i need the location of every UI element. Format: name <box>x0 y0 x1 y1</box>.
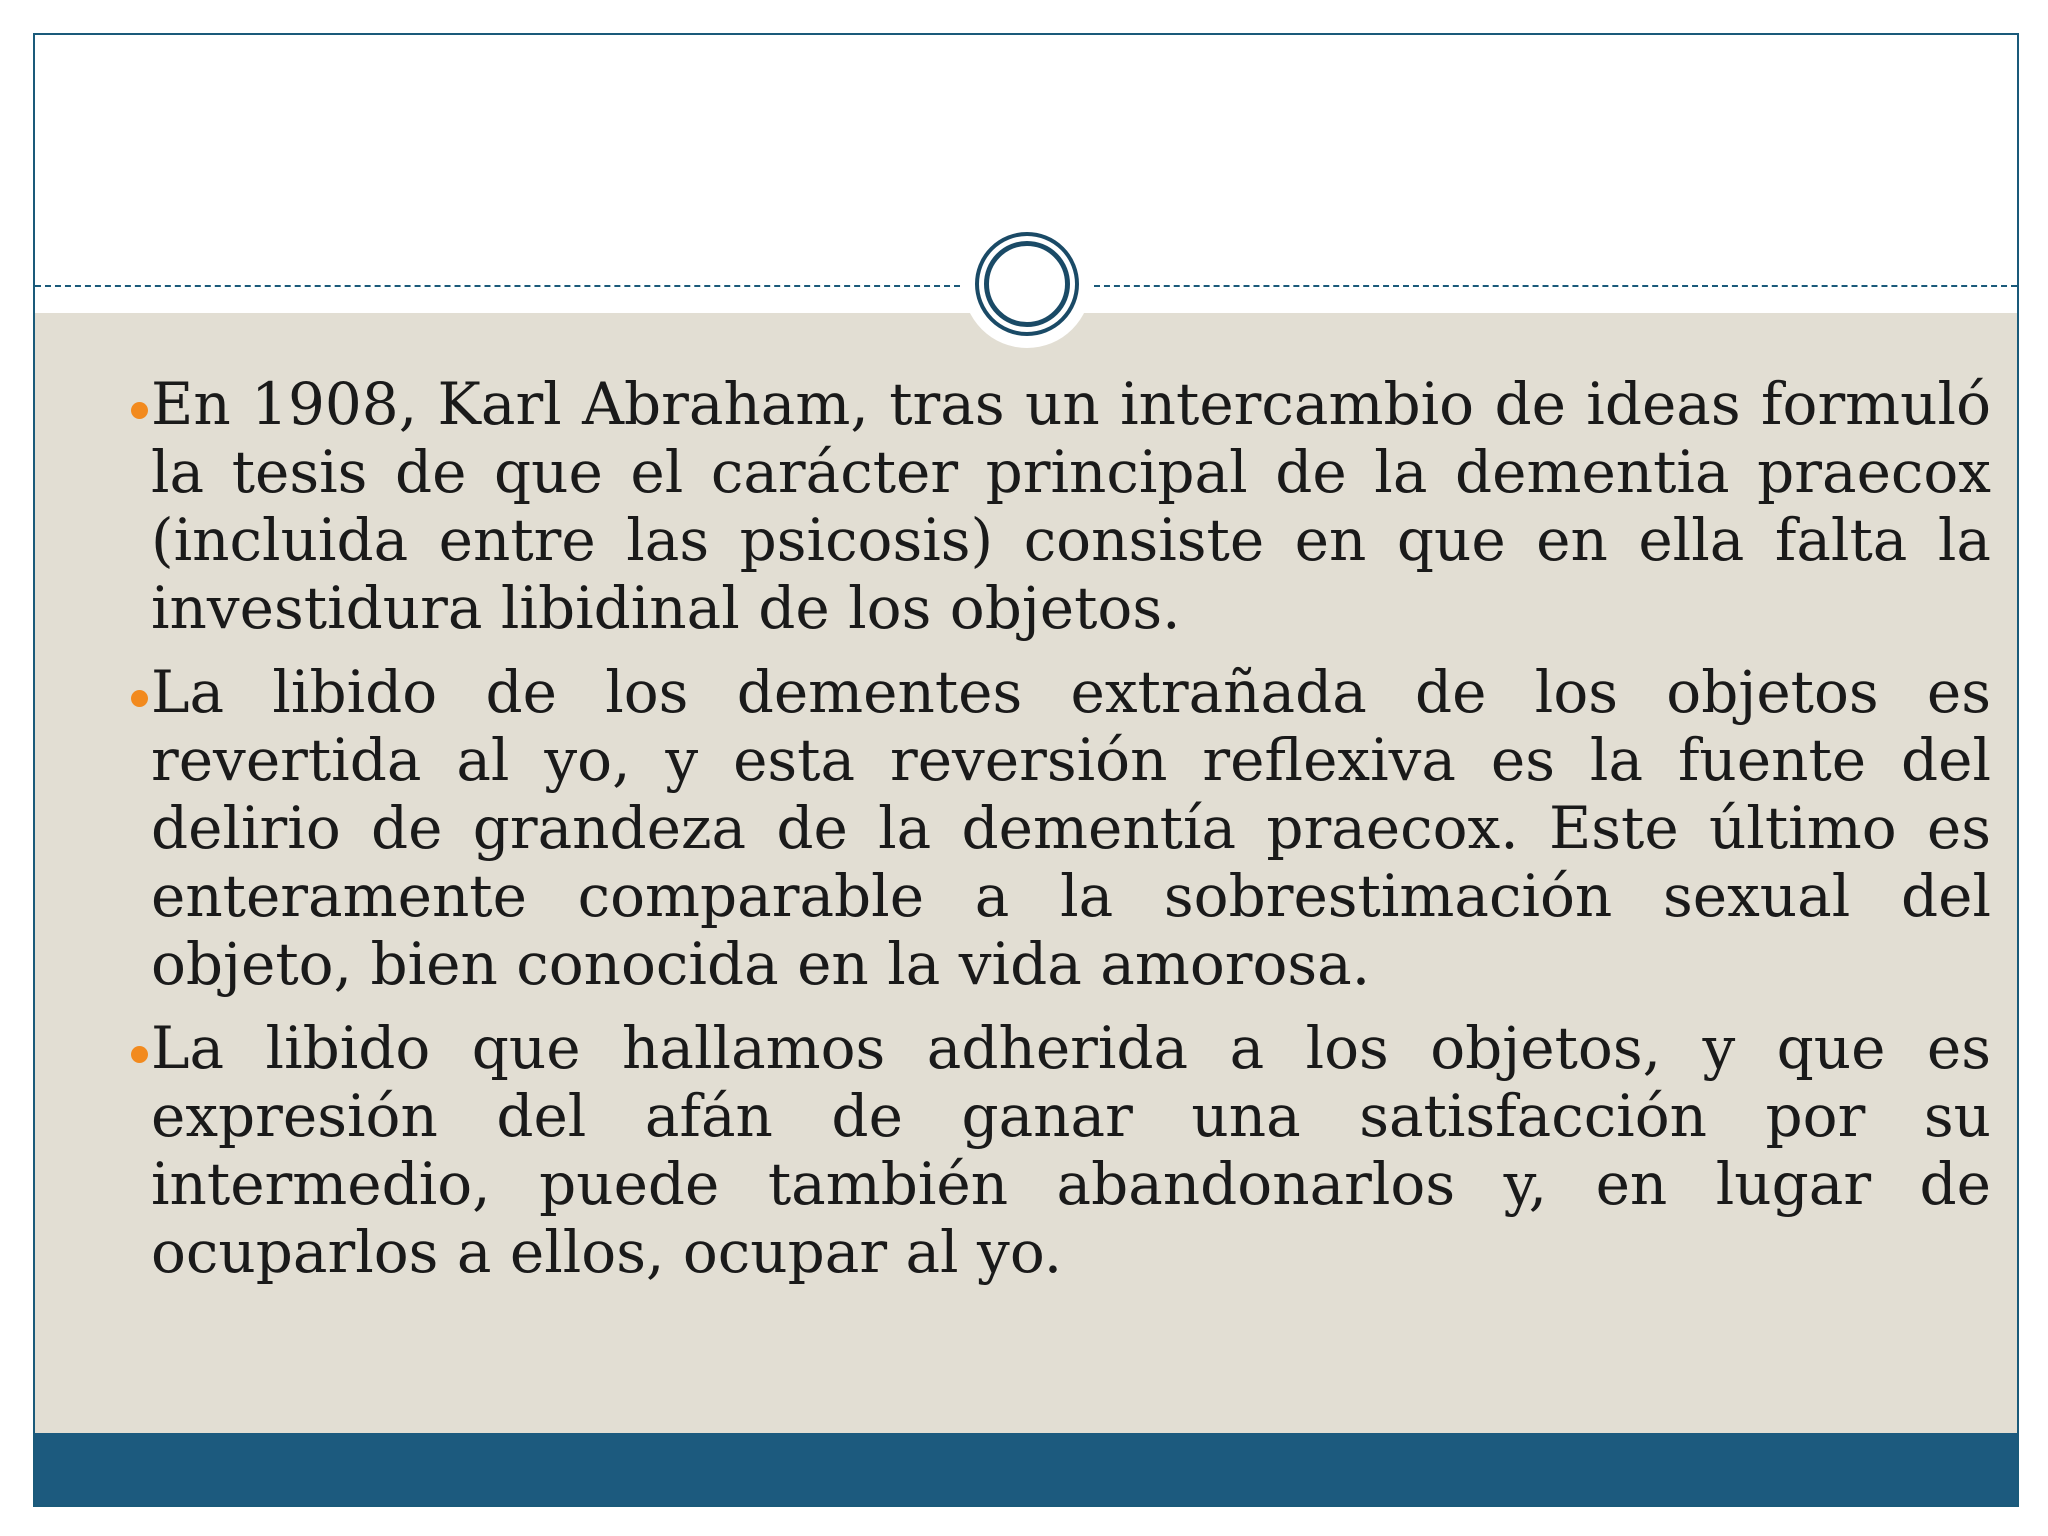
header-divider-left <box>35 285 960 287</box>
header-divider-right <box>1094 285 2017 287</box>
bullet-text: La libido que hallamos adherida a los objetos, y que es expresión del afán de ganar una satisfacción por su intermedio, puede también abandonarlos y, en lugar de ocuparlos a ellos, ocupar al yo. <box>151 1014 1991 1286</box>
bullet-item <box>151 1014 1991 1286</box>
bullet-list <box>151 370 1991 1302</box>
slide <box>33 33 2019 1507</box>
double-ring-circle-icon <box>975 232 1079 336</box>
footer-bar <box>35 1433 2017 1505</box>
bullet-item <box>151 370 1991 642</box>
orange-dot-icon <box>131 1046 148 1063</box>
bullet-text: En 1908, Karl Abraham, tras un intercambio de ideas formuló la tesis de que el carácter principal de la dementia praecox (incluida entre las psicosis) consiste en que en ella falta la investidura libidinal de los objetos. <box>151 370 1991 642</box>
bullet-item <box>151 658 1991 998</box>
bullet-text: La libido de los dementes extrañada de los objetos es revertida al yo, y esta reversión reflexiva es la fuente del delirio de grandeza de la dementía praecox. Este último es enteramente comparable a la sobrestimación sexual del objeto, bien conocida en la vida amorosa. <box>151 658 1991 998</box>
orange-dot-icon <box>131 402 148 419</box>
orange-dot-icon <box>131 690 148 707</box>
